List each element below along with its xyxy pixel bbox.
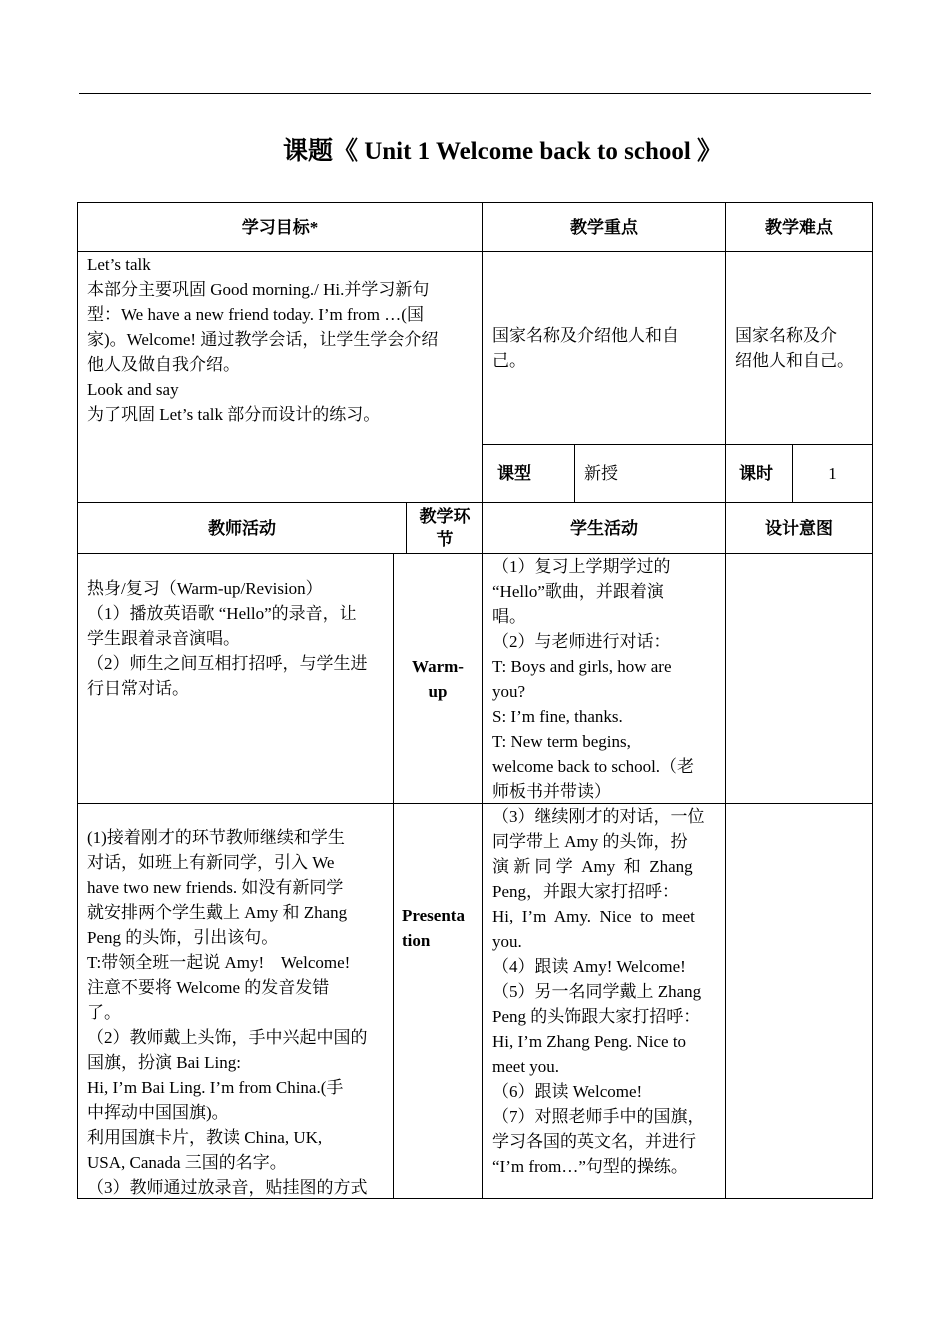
periods-value: 1 [828,464,837,483]
page-title: 课题《 Unit 1 Welcome back to school 》 [282,138,723,165]
warmup-student-activity: （1）复习上学期学过的 “Hello”歌曲，并跟着演 唱。 （2）与老师进行对话： T: Boys and girls, how are you? S: I’m fine, thanks. T: New term begins, welcome back to school.（老 师板书并带读） [492,557,695,801]
periods-label: 课时 [739,464,773,483]
warmup-stage: Warm- up [412,657,464,701]
objectives-header: 学习目标* [241,217,319,237]
lesson-type-value: 新授 [584,464,618,483]
key-points-header: 教学重点 [570,217,638,237]
teacher-activity-header: 教师活动 [208,518,276,538]
design-intent-header: 设计意图 [765,518,833,538]
lesson-type-label: 课型 [497,464,531,483]
student-activity-header: 学生活动 [570,518,638,538]
difficulties-header: 教学难点 [765,217,833,237]
warmup-teacher-activity: 热身/复习（Warm-up/Revision） （1）播放英语歌 “Hello”的录音，让 学生跟着录音演唱。 （2）师生之间互相打招呼，与学生进 行日常对话。 [87,579,368,698]
key-points-content: 国家名称及介绍他人和自 己。 [492,326,679,370]
presentation-stage: Presenta tion [402,906,465,950]
presentation-student-activity: （3）继续刚才的对话，一位 同学带上 Amy 的头饰，扮 演 新 同 学 Amy 和 Zhang Peng，并跟大家打招呼： Hi, I’m Amy. Nice to meet you. （4）跟读 Amy! Welcome! （5）另一名同学戴上 Zhang Peng 的头饰跟大家打招呼： Hi, I’m Zhang Peng. Nice to meet you. （6）跟读 Welcome! （7）对照老师手中的国旗， 学习各国的英文名，并进行 “I’m from…”句型的操练。 [492,807,705,1176]
difficulties-content: 国家名称及介 绍他人和自己。 [735,326,854,370]
teaching-stage-header: 教学环节 [419,507,471,549]
presentation-teacher-activity: (1)接着刚才的环节教师继续和学生 对话，如班上有新同学，引入 We have two new friends. 如没有新同学 就安排两个学生戴上 Amy 和 Zhang Peng 的头饰，引出该句。 T:带领全班一起说 Amy! Welcome! 注意不要将 Welcome 的发音发错 了。 （2）教师戴上头饰，手中兴起中国的 国旗，扮演 Bai Ling: Hi, I’m Bai Ling. I’m from China.(手 中挥动中国国旗)。 利用国旗卡片，教读 China, UK, USA, Canada 三国的名字。 （3）教师通过放录音，贴挂图的方式 [87,828,368,1197]
objectives-content: Let’s talk 本部分主要巩固 Good morning./ Hi.并学习新句 型：We have a new friend today. I’m from …(国 家)。Welcome! 通过教学会话，让学生学会介绍 他人及做自我介绍。 Look and say 为了巩固 Let’s talk 部分而设计的练习。 [87,255,439,424]
header-rule [79,93,871,94]
